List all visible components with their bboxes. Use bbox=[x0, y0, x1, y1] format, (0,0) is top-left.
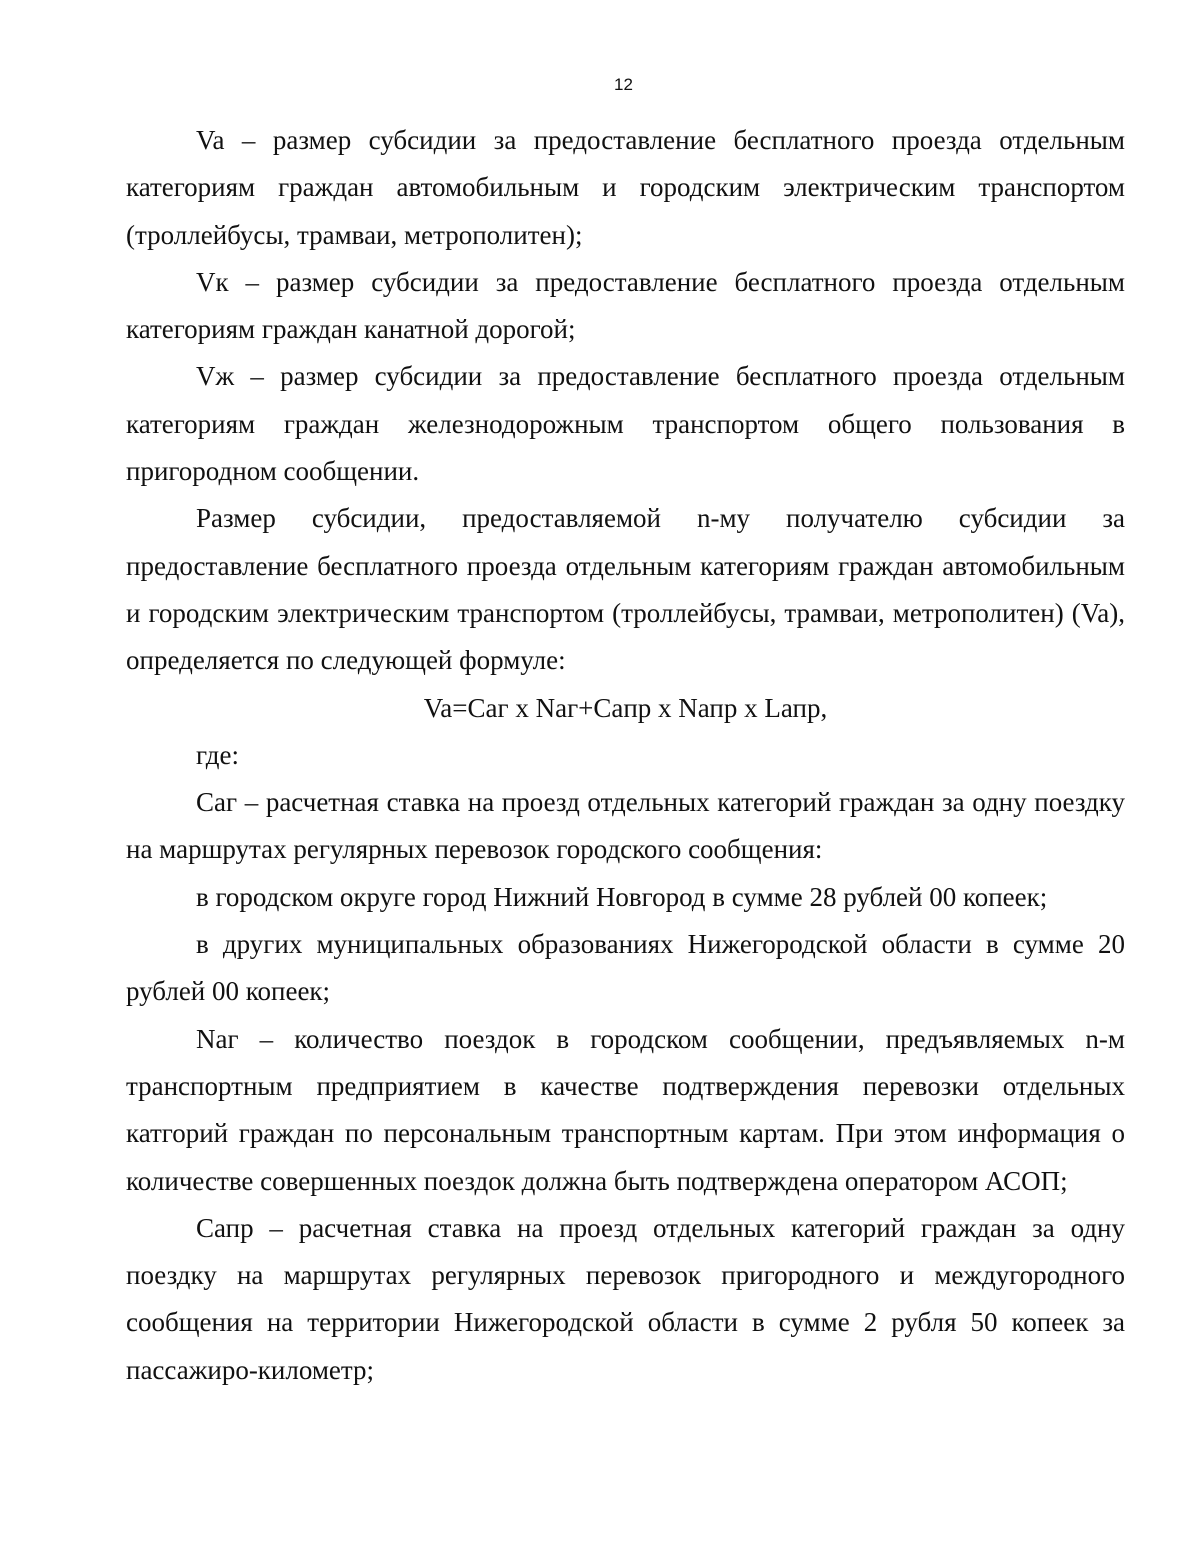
definition-va: Va – размер субсидии за предоставление бесплатного проезда отдельным категориям граждан автомобильным и городским электрическим транспортом (троллейбусы, трамваи, метрополитен); bbox=[126, 125, 1125, 250]
formula: Va=Caг x Naг+Caпр x Nапр x Lапр, bbox=[423, 692, 828, 723]
page-number: 12 bbox=[614, 75, 633, 94]
definition-nag: Naг – количество поездок в городском сообщении, предъявляемых n-м транспортным предприятием в качестве подтверждения перевозки отдельных катгорий граждан по персональным транспортным картам. При этом информация о количестве совершенных поездок должна быть подтверждена оператором АСОП; bbox=[126, 1023, 1125, 1196]
definition-capr: Сапр – расчетная ставка на проезд отдельных категорий граждан за одну поездку на маршрутах регулярных перевозок пригородного и междугородного сообщения на территории Нижегородской области в сумме 2 рубля 50 копеек за пассажиро-километр; bbox=[126, 1212, 1125, 1385]
subsidy-size-paragraph: Размер субсидии, предоставляемой n-му получателю субсидии за предоставление бесплатного проезда отдельным категориям граждан автомобильным и городским электрическим транспортом (троллейбусы, трамваи, метрополитен) (Va), определяется по следующей формуле: bbox=[126, 503, 1125, 676]
rate-nizhny-novgorod: в городском округе город Нижний Новгород в сумме 28 рублей 00 копеек; bbox=[196, 881, 1048, 912]
document-body bbox=[126, 117, 1125, 1394]
definition-vk: Vк – размер субсидии за предоставление бесплатного проезда отдельным категориям граждан канатной дорогой; bbox=[126, 266, 1125, 345]
rate-other-municipalities: в других муниципальных образованиях Нижегородской области в сумме 20 рублей 00 копеек; bbox=[126, 929, 1125, 1007]
definition-cag: Саг – расчетная ставка на проезд отдельных категорий граждан за одну поездку на маршрутах регулярных перевозок городского сообщения: bbox=[126, 787, 1125, 865]
definition-vzh: Vж – размер субсидии за предоставление бесплатного проезда отдельным категориям граждан железнодорожным транспортом общего пользования в пригородном сообщении. bbox=[126, 361, 1125, 487]
where-label: где: bbox=[196, 739, 239, 770]
